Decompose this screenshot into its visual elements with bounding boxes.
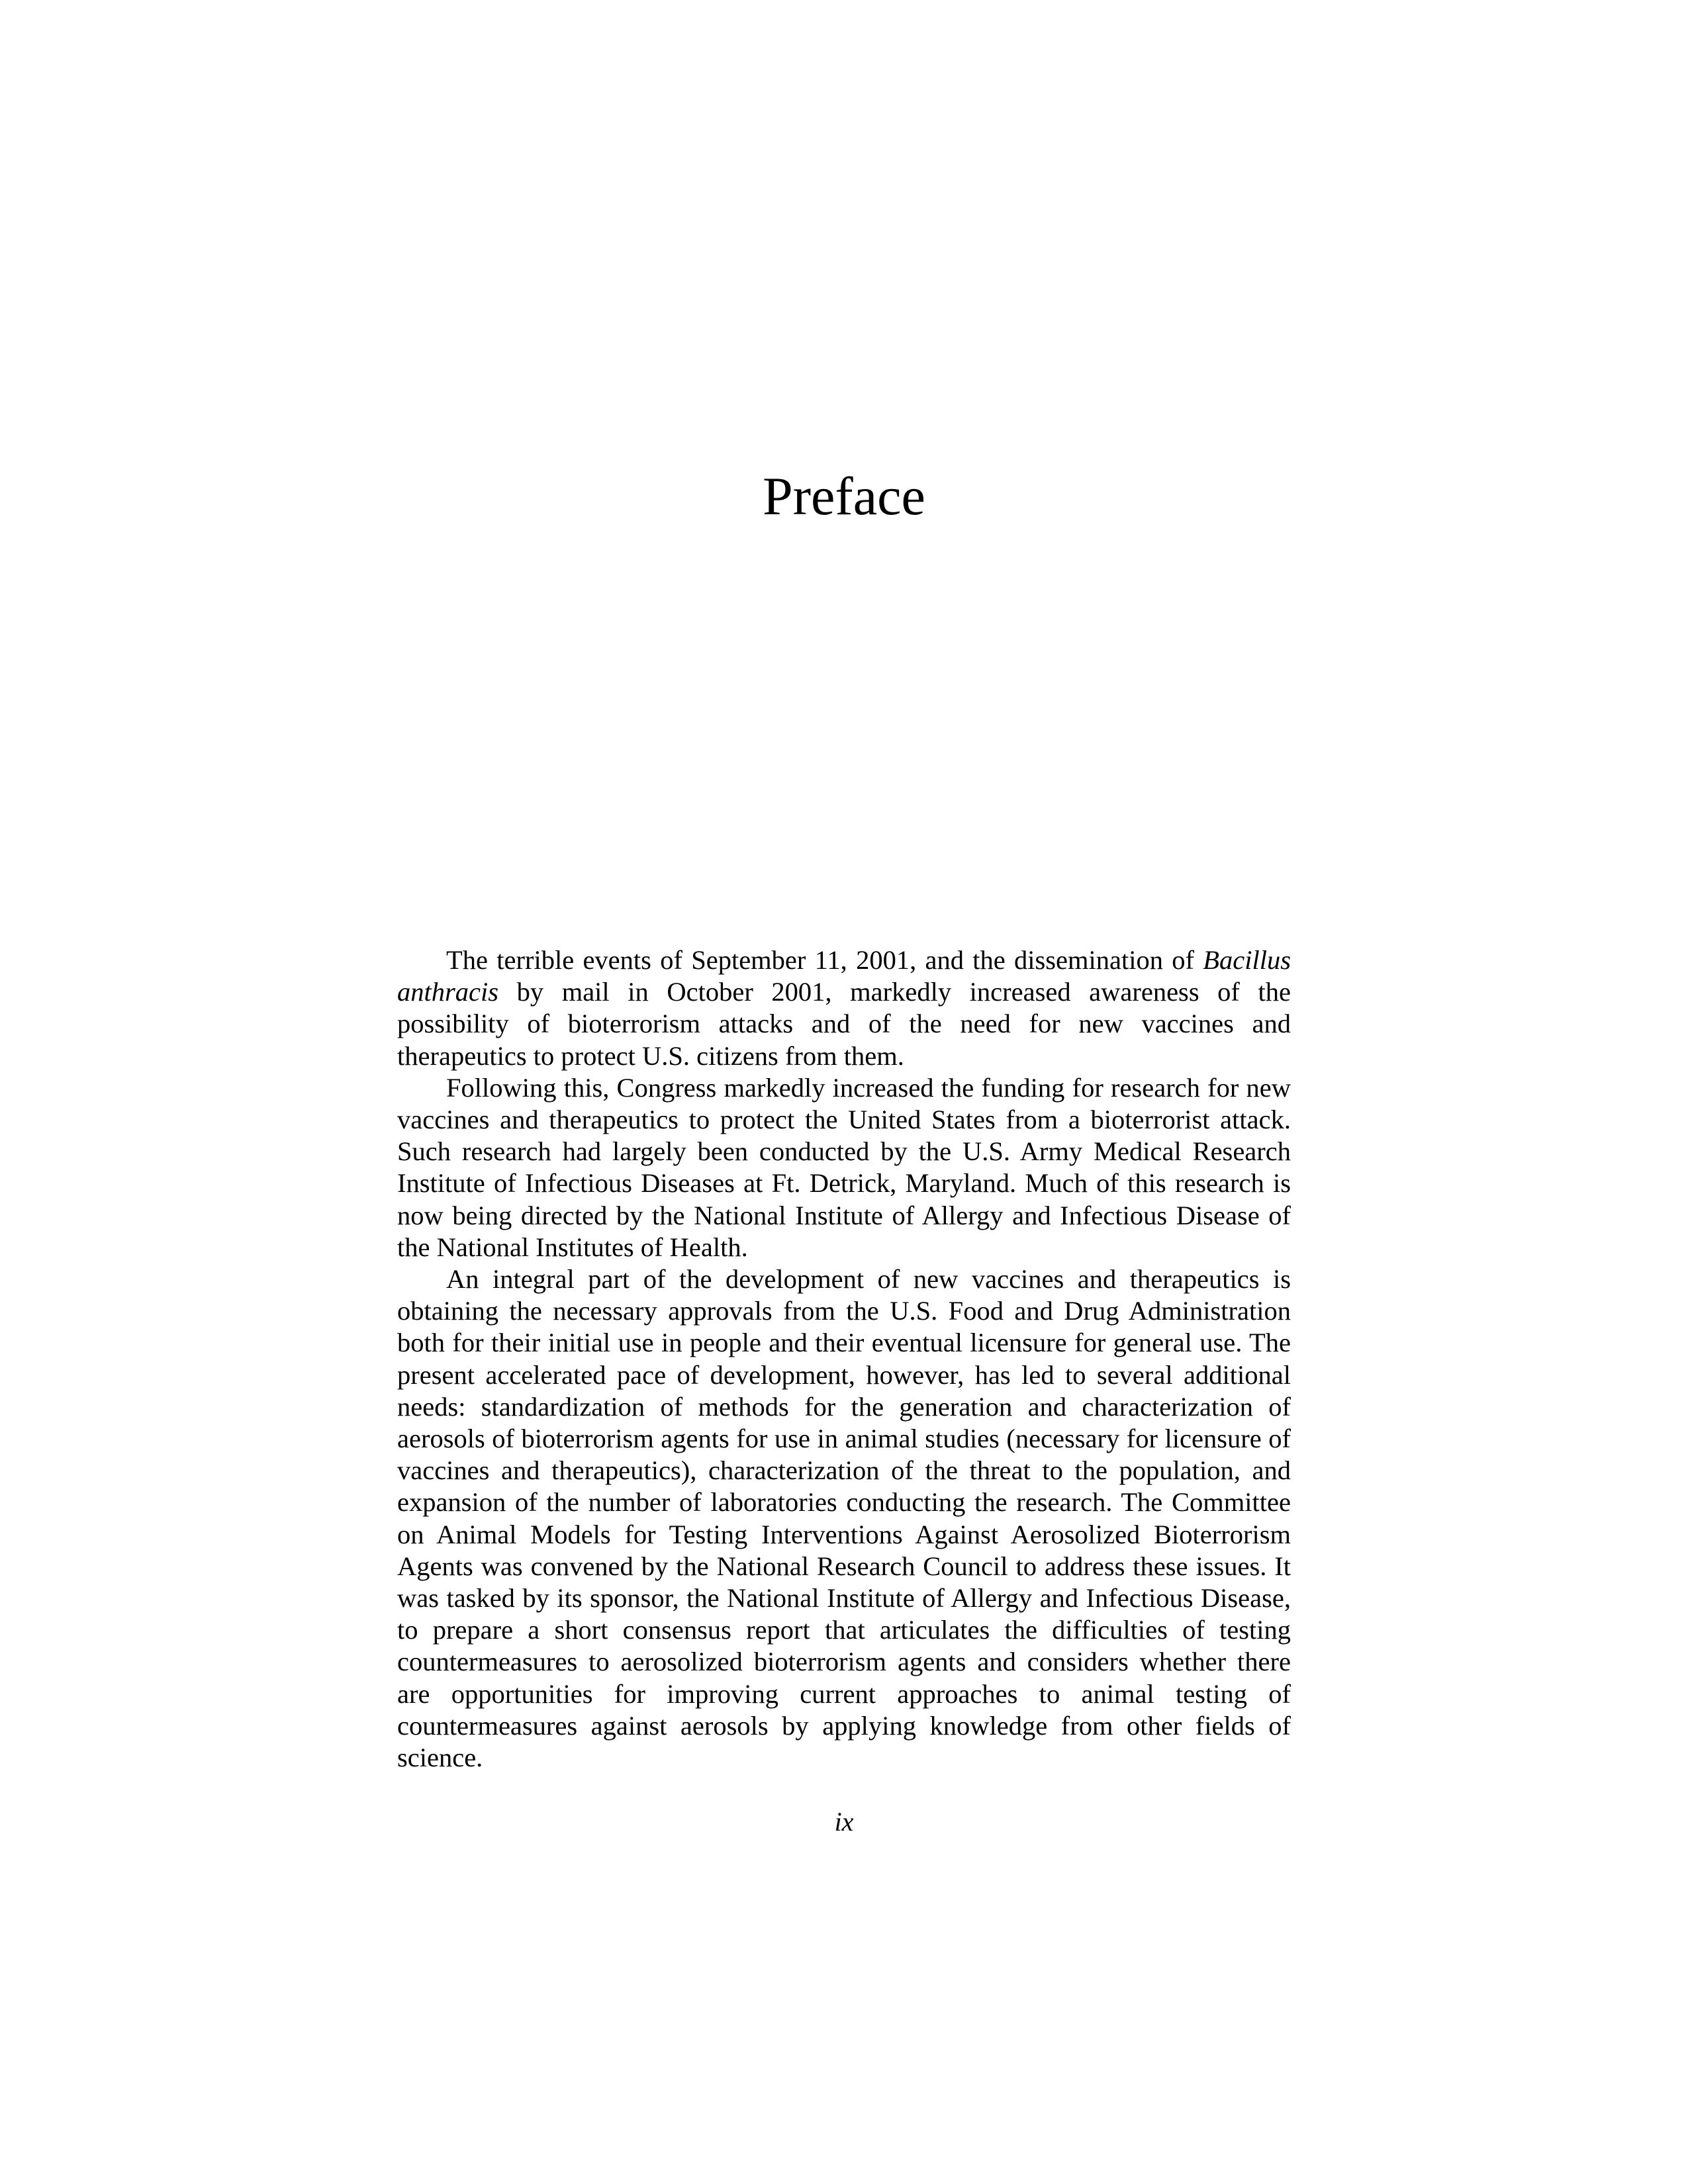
preface-body (397, 944, 1291, 1774)
page-title: Preface (763, 466, 925, 526)
paragraph-1-text-end: by mail in October 2001, markedly increased awareness of the possibility of bioterrorism attacks and of the need for new vaccines and therapeutics to protect U.S. citizens from them. (397, 977, 1291, 1071)
page-number: ix (834, 1807, 854, 1837)
paragraph-1 (397, 944, 1291, 1072)
paragraph-3: An integral part of the development of new vaccines and therapeutics is obtaining the necessary approvals from the U.S. Food and Drug Administration both for their initial use in people and their eventual licensure for general use. The present accelerated pace of development, however, has led to several additional needs: standardization of methods for the generation and characterization of aerosols of bioterrorism agents for use in animal studies (necessary for licensure of vaccines and therapeutics), characterization of the threat to the population, and expansion of the number of laboratories conducting the research. The Committee on Animal Models for Testing Interventions Against Aerosolized Bioterrorism Agents was convened by the National Research Council to address these issues. It was tasked by its sponsor, the National Institute of Allergy and Infectious Disease, to prepare a short consensus report that articulates the difficulties of testing countermeasures to aerosolized bioterrorism agents and considers whether there are opportunities for improving current approaches to animal testing of countermeasures against aerosols by applying knowledge from other fields of science. (397, 1264, 1291, 1773)
paragraph-1-text-start: The terrible events of September 11, 2001, and the dissemination of (446, 945, 1203, 975)
paragraph-2: Following this, Congress markedly increased the funding for research for new vaccines and therapeutics to protect the United States from a bioterrorist attack. Such research had largely been conducted by the U.S. Army Medical Research Institute of Infectious Diseases at Ft. Detrick, Maryland. Much of this research is now being directed by the National Institute of Allergy and Infectious Disease of the National Institutes of Health. (397, 1072, 1291, 1262)
species-name-italic: Bacillus anthracis (397, 945, 1291, 1007)
